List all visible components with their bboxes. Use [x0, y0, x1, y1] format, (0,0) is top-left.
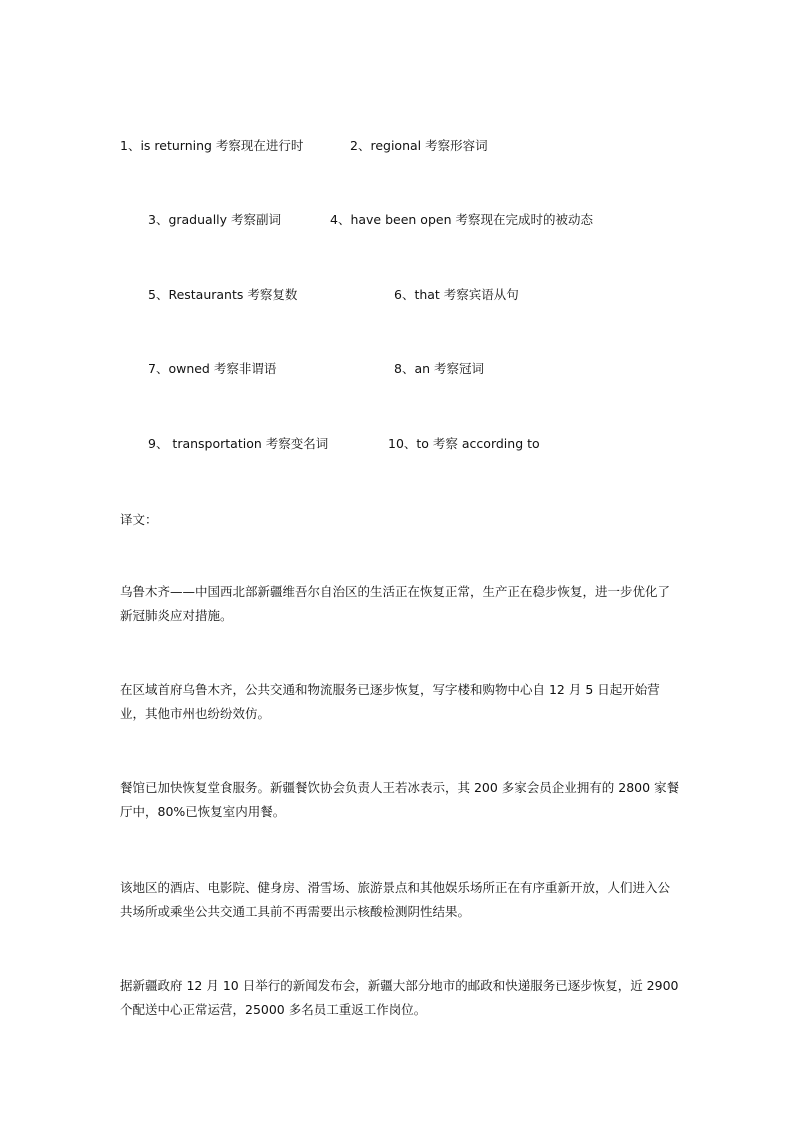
- answer-item: 3、gradually 考察副词: [148, 212, 282, 227]
- paragraph: 乌鲁木齐——中国西北部新疆维吾尔自治区的生活正在恢复正常，生产正在稳步恢复，进一步优化了新冠肺炎应对措施。: [120, 584, 671, 623]
- paragraph: 餐馆已加快恢复堂食服务。新疆餐饮协会负责人王若冰表示，其 200 多家会员企业拥有的 2800 家餐厅中，80%已恢复室内用餐。: [120, 780, 680, 819]
- answer-item: 6、that 考察宾语从句: [394, 287, 519, 302]
- answer-item: 2、regional 考察形容词: [350, 138, 488, 153]
- answer-item: 7、owned 考察非谓语: [148, 361, 277, 376]
- answer-item: 8、an 考察冠词: [394, 361, 485, 376]
- answer-item: 1、is returning 考察现在进行时: [120, 138, 304, 153]
- answer-item: 5、Restaurants 考察复数: [148, 287, 298, 302]
- translation-heading: 译文：: [120, 512, 158, 527]
- answer-item: 10、to 考察 according to: [388, 436, 540, 451]
- answer-item: 9、 transportation 考察变名词: [148, 436, 329, 451]
- paragraph: 据新疆政府 12 月 10 日举行的新闻发布会，新疆大部分地市的邮政和快递服务已逐步恢复，近 2900 个配送中心正常运营，25000 多名员工重返工作岗位。: [120, 978, 679, 1017]
- answer-item: 4、have been open 考察现在完成时的被动态: [330, 212, 593, 227]
- paragraph: 该地区的酒店、电影院、健身房、滑雪场、旅游景点和其他娱乐场所正在有序重新开放，人们进入公共场所或乘坐公共交通工具前不再需要出示核酸检测阴性结果。: [120, 880, 671, 919]
- paragraph: 在区域首府乌鲁木齐，公共交通和物流服务已逐步恢复，写字楼和购物中心自 12 月 5 日起开始营业，其他市州也纷纷效仿。: [120, 682, 660, 721]
